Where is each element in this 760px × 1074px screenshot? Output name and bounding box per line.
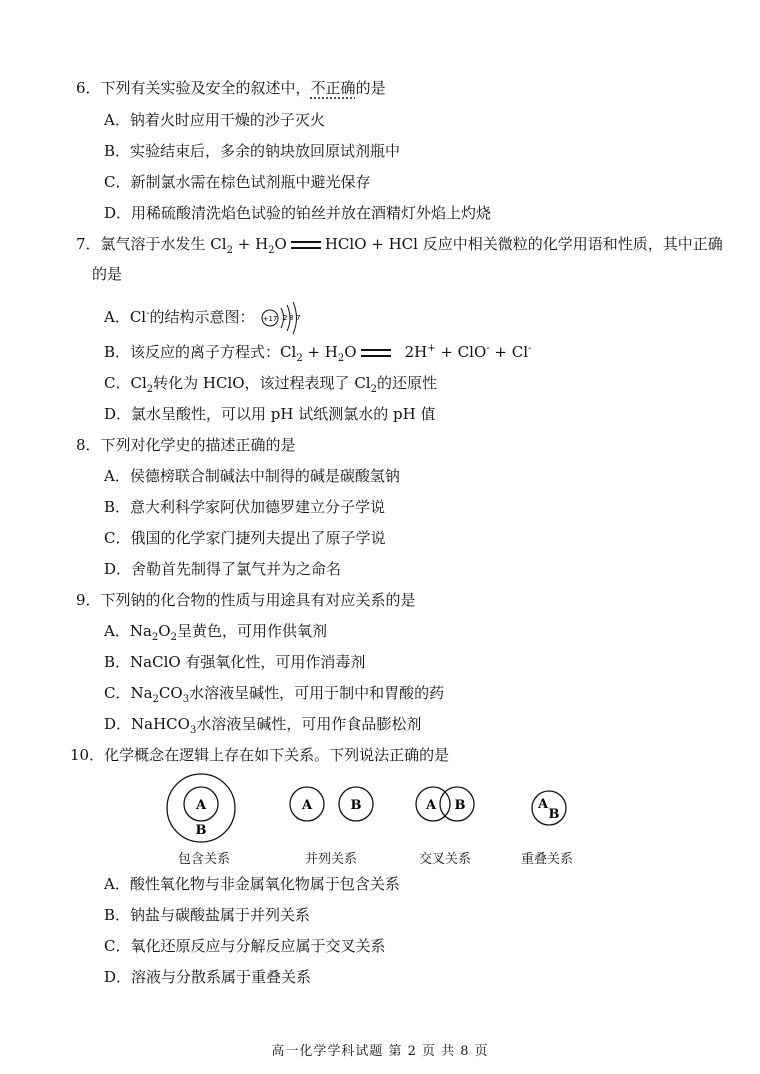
equilibrium-sign	[361, 349, 391, 357]
q10-option-d: D．溶液与分散系属于重叠关系	[104, 968, 312, 986]
svg-text:B: B	[548, 807, 560, 822]
q6-option-d: D．用稀硫酸清洗焰色试验的铂丝并放在酒精灯外焰上灼烧	[104, 204, 492, 222]
equilibrium-sign	[291, 241, 321, 249]
q8-option-c: C．俄国的化学家门捷列夫提出了原子学说	[104, 529, 386, 547]
svg-text:A: A	[301, 798, 313, 813]
caption-inclusion: 包含关系	[178, 852, 231, 867]
q6-option-a: A．钠着火时应用干燥的沙子灭火	[104, 111, 325, 129]
page-footer: 高一化学学科试题 第 2 页 共 8 页	[271, 1044, 489, 1059]
q8-option-a: A．侯德榜联合制碱法中制得的碱是碳酸氢钠	[104, 467, 400, 485]
q9-option-b: B．NaClO 有强氧化性，可用作消毒剂	[104, 653, 366, 671]
q9-stem: 9．下列钠的化合物的性质与用途具有对应关系的是	[76, 591, 416, 609]
relationship-diagrams	[0, 772, 760, 848]
intersection-diagram	[416, 787, 474, 821]
q7-stem-continued: 的是	[92, 265, 123, 283]
svg-text:A: A	[425, 798, 437, 813]
q9-option-c: C．$Na_2CO_3$水溶液呈碱性，可用于制中和胃酸的药	[104, 684, 445, 705]
q9-option-a: A．$Na_2O_2$呈黄色，可用作供氧剂	[104, 622, 327, 643]
q8-option-d: D．舍勒首先制得了氯气并为之命名	[104, 560, 342, 578]
q6-emphasis: 不正确	[310, 79, 356, 97]
svg-text:A: A	[195, 798, 207, 813]
caption-overlap: 重叠关系	[521, 852, 574, 867]
q8-stem: 8．下列对化学史的描述正确的是	[76, 436, 296, 454]
q7-option-c: C．$Cl_2$转化为 HClO，该过程表现了 $Cl_2$的还原性	[104, 374, 437, 395]
q10-option-a: A．酸性氧化物与非金属氧化物属于包含关系	[104, 875, 400, 893]
svg-text:7: 7	[295, 314, 300, 322]
q7-option-b: B．该反应的离子方程式：$Cl_2 + H_2O$ 2H+ + ClO- + Cl-	[104, 343, 532, 364]
svg-text:8: 8	[288, 314, 293, 322]
q6-option-c: C．新制氯水需在棕色试剂瓶中避光保存	[104, 173, 371, 191]
svg-text:B: B	[350, 798, 362, 813]
inclusion-diagram	[167, 774, 235, 842]
q6-stem: 6．下列有关实验及安全的叙述中，不正确的是	[76, 79, 386, 97]
q7-option-d: D．氯水呈酸性，可以用 pH 试纸测氯水的 pH 值	[104, 405, 436, 423]
q8-option-b: B．意大利科学家阿伏加德罗建立分子学说	[104, 498, 386, 516]
caption-intersection: 交叉关系	[419, 852, 472, 867]
svg-text:2: 2	[282, 314, 287, 322]
svg-text:+17: +17	[262, 315, 277, 323]
svg-text:A: A	[537, 797, 549, 812]
svg-text:B: B	[454, 798, 466, 813]
overlap-diagram	[532, 791, 566, 825]
q7-option-a: A．Cl-的结构示意图： +17 2 8 7	[104, 300, 305, 336]
q10-stem: 10．化学概念在逻辑上存在如下关系。下列说法正确的是	[70, 746, 450, 764]
q6-option-b: B．实验结束后，多余的钠块放回原试剂瓶中	[104, 142, 401, 160]
svg-text:B: B	[195, 823, 207, 838]
q10-option-c: C．氧化还原反应与分解反应属于交叉关系	[104, 937, 386, 955]
q7-stem: 7．氯气溶于水发生 $Cl_2 + H_2O$ HClO + HCl 反应中相关微粒的化学用语和性质，其中正确	[76, 235, 723, 256]
parallel-diagram	[290, 787, 373, 821]
caption-parallel: 并列关系	[305, 852, 358, 867]
q9-option-d: D．NaHCO$_3$水溶液呈碱性，可用作食品膨松剂	[104, 715, 422, 736]
q10-option-b: B．钠盐与碳酸盐属于并列关系	[104, 906, 311, 924]
chloride-ion-structure-diagram	[259, 300, 305, 336]
